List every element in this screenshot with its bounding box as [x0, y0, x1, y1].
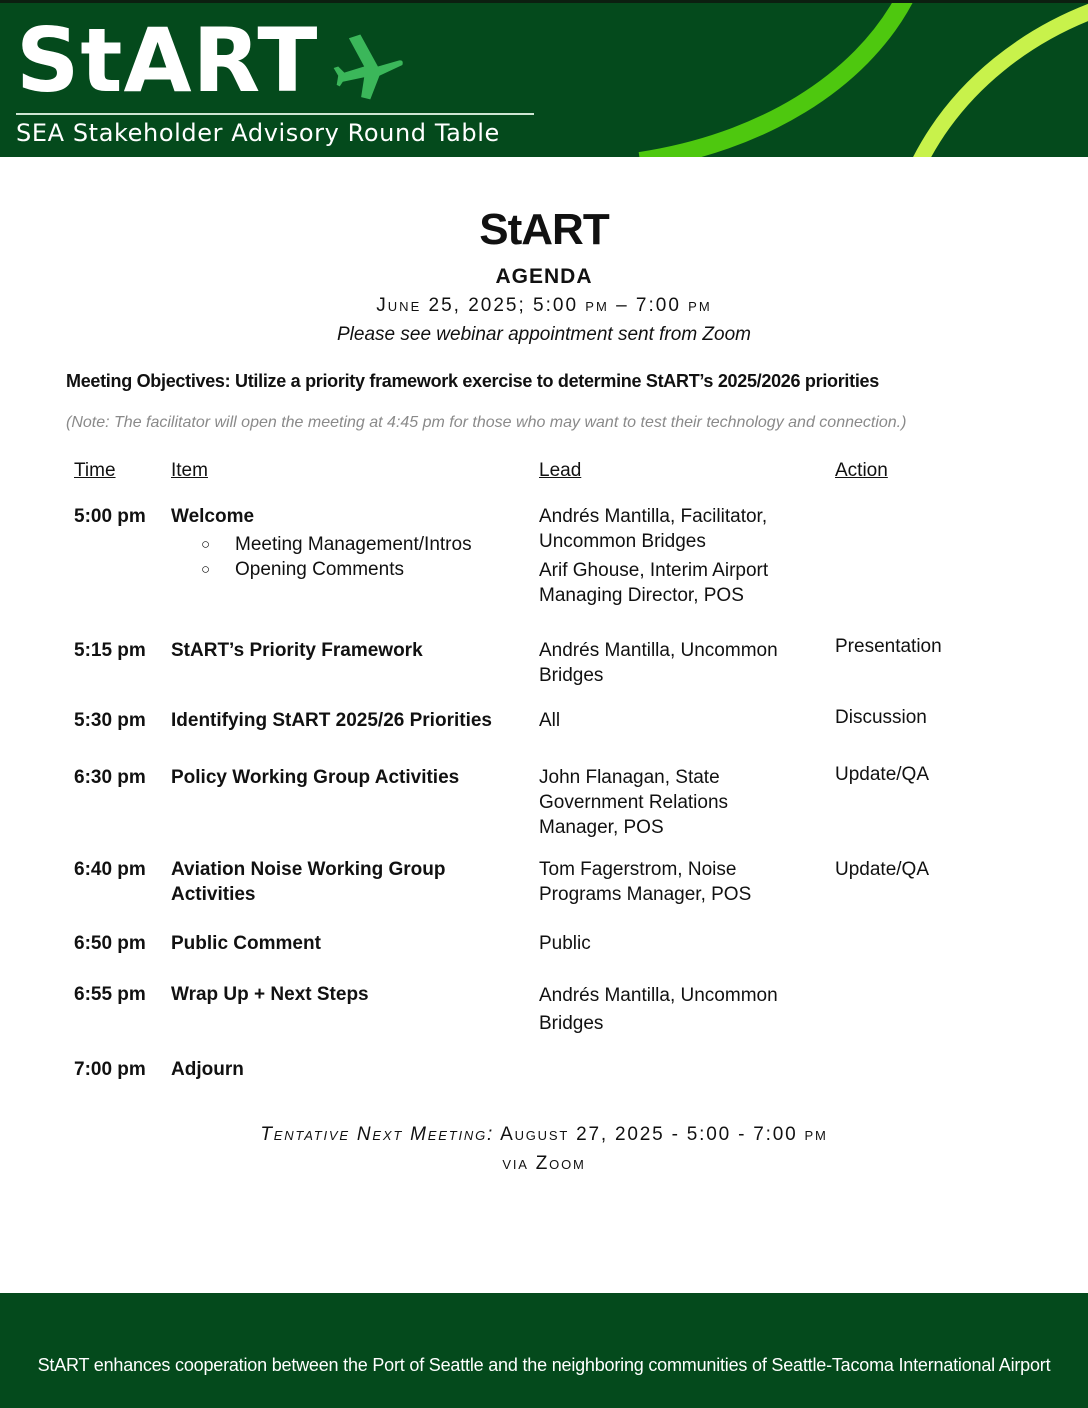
- row-time: 5:15 pm: [74, 640, 146, 661]
- row-time: 5:00 pm: [74, 506, 146, 527]
- header-action: Action: [835, 460, 888, 481]
- row-time: 5:30 pm: [74, 710, 146, 731]
- next-meeting-date: August 27, 2025 - 5:00 - 7:00 pm: [500, 1124, 828, 1145]
- row-action: Update/QA: [835, 859, 929, 880]
- lead-name: Arif Ghouse, Interim Airport Managing Director, POS: [539, 560, 769, 606]
- header-time: Time: [74, 460, 116, 481]
- airplane-icon: [326, 25, 410, 105]
- row-item: Policy Working Group Activities: [171, 767, 460, 788]
- facilitator-note: (Note: The facilitator will open the meeting at 4:45 pm for those who may want to test their technology and connection.): [66, 414, 907, 431]
- header-lead: Lead: [539, 460, 582, 481]
- subitem: ○ Opening Comments: [201, 559, 404, 580]
- meeting-objectives: Meeting Objectives: Utilize a priority framework exercise to determine StART’s 2025/2026 priorities: [66, 371, 879, 391]
- meeting-date: June 25, 2025; 5:00 pm – 7:00 pm: [376, 295, 712, 316]
- row-item: Public Comment: [171, 933, 321, 954]
- row-item: StART’s Priority Framework: [171, 640, 423, 661]
- row-time: 6:30 pm: [74, 767, 146, 788]
- bullet-circle-icon: ○: [201, 536, 211, 553]
- arc-lime: [920, 8, 1088, 157]
- row-lead: Public: [539, 933, 591, 954]
- agenda-heading: AGENDA: [495, 265, 593, 288]
- row-item: [171, 504, 531, 582]
- row-time: 6:50 pm: [74, 933, 146, 954]
- logo-text: StART: [16, 9, 319, 112]
- row-lead: Andrés Mantilla, Uncommon Bridges: [539, 985, 778, 1034]
- logo-divider: [16, 113, 534, 115]
- row-lead: Andrés Mantilla, Uncommon Bridges: [539, 640, 778, 686]
- bullet-circle-icon: ○: [201, 561, 211, 578]
- row-item: Adjourn: [171, 1059, 244, 1080]
- row-item: Wrap Up + Next Steps: [171, 984, 369, 1005]
- row-time: 7:00 pm: [74, 1059, 146, 1080]
- header-item: Item: [171, 460, 208, 481]
- row-item: Identifying StART 2025/26 Priorities: [171, 710, 492, 731]
- page-title: StART: [479, 205, 609, 254]
- arc-green: [640, 3, 905, 157]
- subitem: ○ Meeting Management/Intros: [201, 534, 472, 555]
- next-meeting-label: Tentative Next Meeting:: [260, 1124, 495, 1145]
- item-title: Welcome: [171, 506, 255, 527]
- row-action: Update/QA: [835, 764, 929, 785]
- footer-text: StART enhances cooperation between the Port of Seattle and the neighboring communities of Seattle-Tacoma International Airport: [37, 1355, 1051, 1375]
- row-lead: [539, 504, 789, 608]
- row-item: Aviation Noise Working Group Activities: [171, 859, 446, 905]
- row-lead: John Flanagan, State Government Relations Manager, POS: [539, 767, 729, 838]
- row-action: Discussion: [835, 707, 927, 728]
- lead-name: Andrés Mantilla, Facilitator, Uncommon Bridges: [539, 506, 768, 552]
- row-lead: Tom Fagerstrom, Noise Programs Manager, POS: [539, 859, 752, 905]
- row-time: 6:40 pm: [74, 859, 146, 880]
- zoom-note: Please see webinar appointment sent from Zoom: [337, 324, 751, 345]
- next-meeting: [0, 1120, 1088, 1178]
- row-lead: All: [539, 710, 561, 731]
- header-banner: [0, 3, 1088, 157]
- footer-banner: [0, 1293, 1088, 1408]
- next-meeting-location: via Zoom: [502, 1153, 586, 1174]
- logo-subtitle: SEA Stakeholder Advisory Round Table: [16, 119, 500, 147]
- row-time: 6:55 pm: [74, 984, 146, 1005]
- row-action: Presentation: [835, 636, 942, 657]
